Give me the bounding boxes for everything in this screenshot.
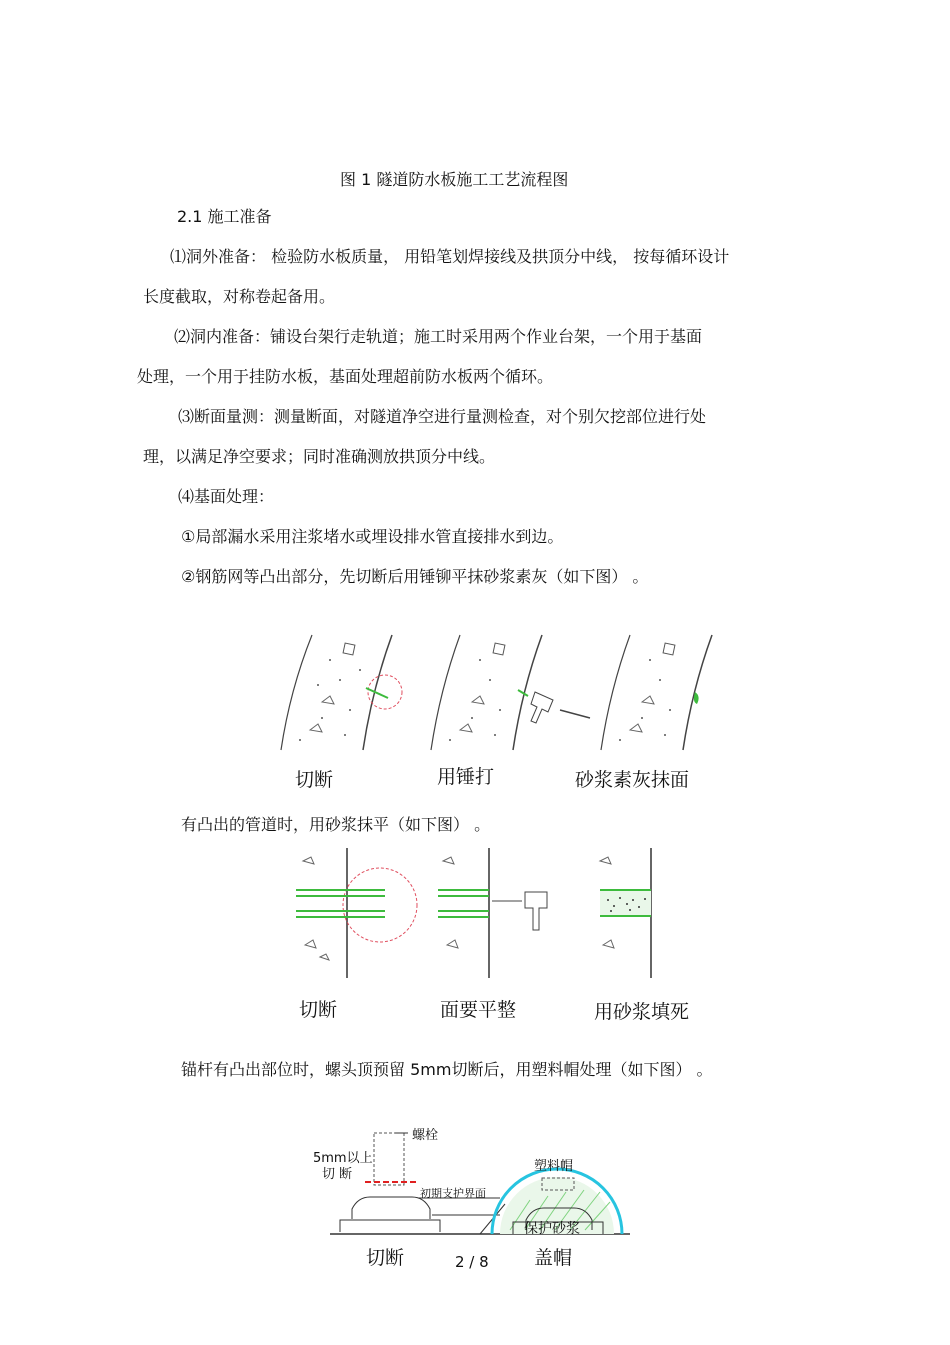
paragraph-2-line-1: ⑵洞内准备：铺设台架行走轨道；施工时采用两个作业台架，一个用于基面 [174,327,703,346]
pipe-figure [0,845,950,980]
pipe-caption-cut: 切断 [299,999,338,1021]
rebar-caption-mortar: 砂浆素灰抹面 [575,769,690,791]
paragraph-1-line-2: 长度截取，对称卷起备用。 [143,287,336,306]
anchor-caption-cap: 盖帽 [534,1247,573,1269]
paragraph-3-line-2: 理，以满足净空要求；同时准确测放拱顶分中线。 [143,447,496,466]
item-2: ②钢筋网等凸出部分，先切断后用锤铆平抹砂浆素灰（如下图） 。 [181,567,649,586]
cap-label: 塑料帽 [534,1159,574,1174]
rebar-caption-cut: 切断 [295,769,334,791]
pipe-caption-fill: 用砂浆填死 [594,1001,690,1023]
anchor-figure [0,1120,950,1240]
section-heading: 2.1 施工准备 [177,207,272,226]
pipe-caption-flat: 面要平整 [440,999,517,1021]
anchor-caption-cut: 切断 [366,1247,405,1269]
cut-label-1: 5mm以上 [313,1151,373,1166]
paragraph-4: ⑷基面处理： [178,487,275,506]
item-1: ①局部漏水采用注浆堵水或埋设排水管直接排水到边。 [181,527,564,546]
paragraph-2-line-2: 处理，一个用于挂防水板，基面处理超前防水板两个循环。 [137,367,554,386]
bolt-label: 螺栓 [412,1128,439,1143]
mortar-label: 保护砂浆 [524,1221,580,1237]
paragraph-1-line-1: ⑴洞外准备： 检验防水板质量， 用铅笔划焊接线及拱顶分中线， 按每循环设计 [170,247,730,266]
pipe-paragraph: 有凸出的管道时，用砂浆抹平（如下图） 。 [181,815,491,834]
page-number: 2 / 8 [455,1253,489,1271]
interface-label: 初期支护界面 [420,1187,486,1200]
anchor-paragraph: 锚杆有凸出部位时，螺头顶预留 5mm切断后，用塑料帽处理（如下图） 。 [181,1060,713,1079]
rebar-caption-hammer: 用锤打 [437,766,495,788]
cut-label-2: 切 断 [322,1167,353,1182]
figure-caption: 图 1 隧道防水板施工工艺流程图 [340,170,569,189]
paragraph-3-line-1: ⑶断面量测：测量断面，对隧道净空进行量测检查，对个别欠挖部位进行处 [178,407,707,426]
